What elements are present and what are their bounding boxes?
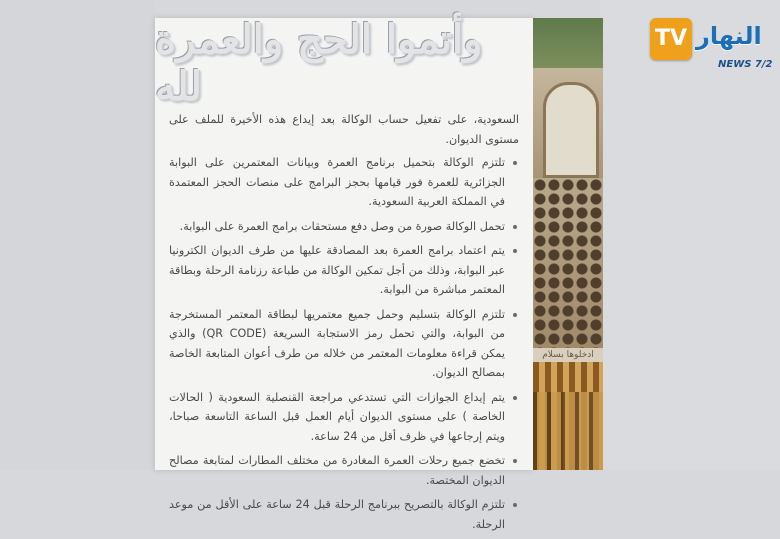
bullet-item: تخضع جميع رحلات العمرة المغادرة من مختلف المطارات لمتابعة مصالح الديوان المختصة. [169,451,519,490]
tv-badge: TV [650,18,692,60]
channel-name: النهار [696,22,762,50]
calligraphy-text: وأتموا الحج والعمرة لله [155,16,483,110]
calligraphy-heading [155,16,533,110]
photo-gold-doors [533,362,603,470]
intro-paragraph: السعودية، على تفعيل حساب الوكالة بعد إيداع هذه الأخيرة للملف على مستوى الديوان. [169,113,519,146]
bullet-item: يتم اعتماد برامج العمرة بعد المصادقة عليها من طرف الديوان الكترونيا عبر البوابة، وذلك من أجل تمكين الوكالة من طباعة رزنامة الرحلة وبطاقة المعتمر مباشرة من البوابة. [169,241,519,300]
bullet-list [169,153,519,534]
bullet-item: تلتزم الوكالة بالتصريح ببرنامج الرحلة قبل 24 ساعة على الأقل من موعد الرحلة. [169,495,519,534]
photo-arch [533,68,603,178]
bullet-item: يتم إيداع الجوازات التي تستدعي مراجعة القنصلية السعودية ( الحالات الخاصة ) على مستوى الديوان أيام العمل قبل الساعة التاسعة صباحا، ويتم إرجاعها في ظرف أقل من 24 ساعة. [169,388,519,447]
bullet-item: تلتزم الوكالة بتحميل برنامج العمرة وبيانات المعتمرين على البوابة الجزائرية للعمرة فور قيامها بحجز البرامج على منصات الحجز المعتمدة في المملكة العربية السعودية. [169,153,519,212]
channel-logo [650,18,780,70]
bullet-item: تلتزم الوكالة بتسليم وحمل جميع معتمريها لبطاقة المعتمر المستخرجة من البوابة، والتي تحمل رمز الاستجابة السريعة (QR CODE) والذي يمكن قراءة معلومات المعتمر من خلاله من طرف أعوان المتابعة الخاصة بمصالح الديوان. [169,305,519,383]
document-page [155,16,533,531]
photo-top [533,18,603,68]
left-background [0,0,155,470]
mosque-photo [533,18,603,470]
news-label: NEWS 7/2 [718,59,773,70]
photo-inscription: ادخلوها بسلام [533,348,603,362]
photo-lattice [533,178,603,348]
bullet-item: تحمل الوكالة صورة من وصل دفع مستحقات برامج العمرة على البوابة. [169,217,519,237]
document-body [169,110,519,539]
